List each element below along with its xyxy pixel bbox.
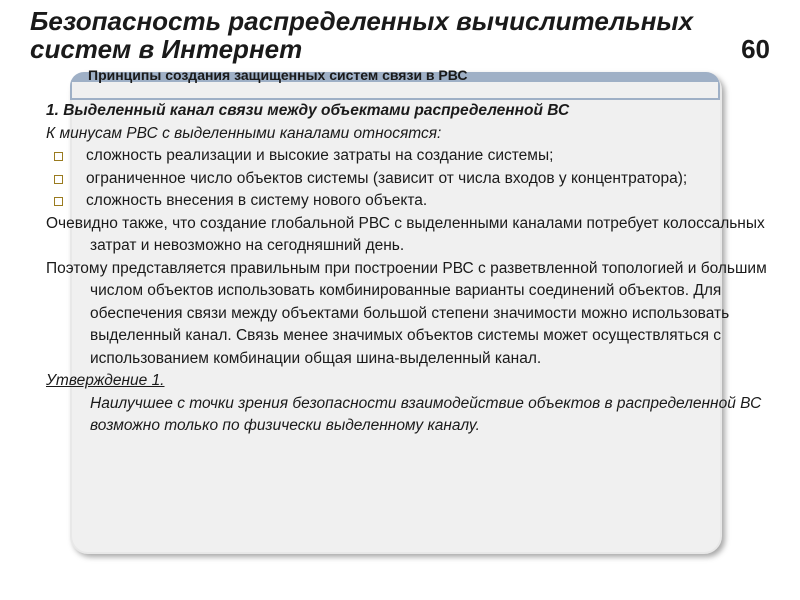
- content-body: [46, 100, 786, 438]
- intro-text: К минусам РВС с выделенными каналами относятся:: [46, 124, 442, 142]
- section-heading: 1. Выделенный канал связи между объектами распределенной ВС: [46, 102, 570, 119]
- square-bullet-icon: [54, 197, 63, 206]
- section-subtitle: Принципы создания защищенных систем связи в РВС: [88, 67, 468, 83]
- square-bullet-icon: [54, 152, 63, 161]
- paragraph-cost: Очевидно также, что создание глобальной РВС с выделенными каналами потребует колоссальных затрат и невозможно на сегодняшний день.: [46, 214, 765, 254]
- statement-label: Утверждение 1.: [46, 372, 165, 389]
- paragraph-topology: Поэтому представляется правильным при построении РВС с разветвленной топологией и большим числом объектов использовать комбинированные варианты соединений объектов. Для обеспечения связи между объектами большой степени значимости можно использовать выделенный канал. Связь менее значимых объектов системы может осуществляться с использованием комбинации общая шина-выделенный канал.: [46, 259, 767, 367]
- bullet-list: [46, 145, 786, 213]
- page-number: 60: [741, 34, 770, 64]
- square-bullet-icon: [54, 175, 63, 184]
- list-item: [46, 168, 786, 191]
- list-item: [46, 190, 786, 213]
- statement-text: Наилучшее с точки зрения безопасности взаимодействие объектов в распределенной ВС возможно только по физически выделенному каналу.: [90, 394, 762, 434]
- list-item-text: ограниченное число объектов системы (зависит от числа входов у концентратора);: [86, 169, 688, 187]
- slide-title-line-1: Безопасность распределенных вычислительных: [30, 6, 694, 36]
- list-item-text: сложность реализации и высокие затраты на создание системы;: [86, 147, 554, 164]
- list-item-text: сложность внесения в систему нового объекта.: [86, 192, 428, 209]
- list-item: [46, 145, 786, 168]
- panel-header-band-inner: [72, 82, 718, 98]
- slide-title-line-2: систем в Интернет: [30, 34, 303, 64]
